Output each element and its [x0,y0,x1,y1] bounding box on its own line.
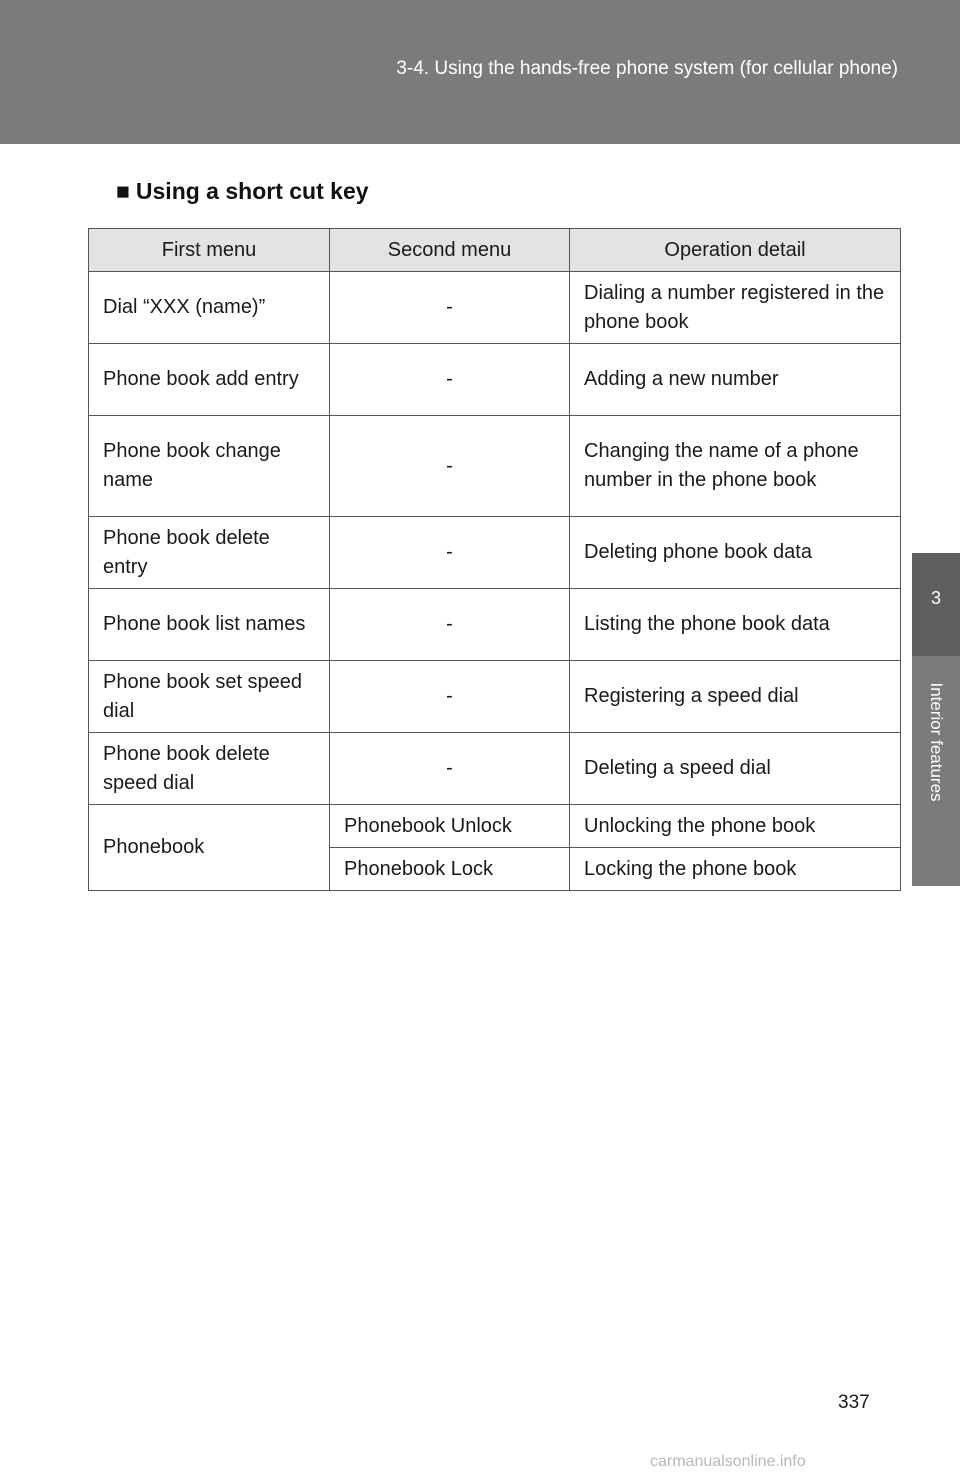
first-menu-cell: Dial “XXX (name)” [89,272,330,344]
second-menu-cell: - [330,589,570,661]
chapter-number: 3 [930,588,941,608]
first-menu-cell-phonebook: Phonebook [89,805,330,891]
operation-detail-cell: Locking the phone book [570,848,901,891]
table-row [89,733,901,805]
first-menu-cell: Phone book delete entry [89,517,330,589]
table-row [89,589,901,661]
table-row [89,517,901,589]
watermark: carmanualsonline.info [650,1453,806,1470]
shortcut-menu-table [88,228,901,891]
first-menu-cell: Phone book list names [89,589,330,661]
operation-detail-cell: Dialing a number registered in the phone book [570,272,901,344]
first-menu-cell: Phone book add entry [89,344,330,416]
table-row [89,344,901,416]
second-menu-cell: - [330,733,570,805]
table-header-row [89,229,901,272]
square-bullet-icon: ■ [116,178,130,204]
operation-detail-cell: Listing the phone book data [570,589,901,661]
table-row [89,805,901,848]
column-header-first-menu: First menu [89,229,330,272]
operation-detail-cell: Registering a speed dial [570,661,901,733]
operation-detail-cell: Changing the name of a phone number in the phone book [570,416,901,517]
first-menu-cell: Phone book change name [89,416,330,517]
section-heading-text: Using a short cut key [135,178,369,204]
column-header-second-menu: Second menu [330,229,570,272]
page-number: 337 [838,1392,870,1413]
table-row [89,661,901,733]
operation-detail-cell: Deleting phone book data [570,517,901,589]
operation-detail-cell: Deleting a speed dial [570,733,901,805]
first-menu-cell: Phone book set speed dial [89,661,330,733]
second-menu-cell: - [330,344,570,416]
second-menu-cell: - [330,661,570,733]
chapter-header-title: 3-4. Using the hands-free phone system (for cellular phone) [396,58,898,79]
second-menu-cell: - [330,416,570,517]
first-menu-cell: Phone book delete speed dial [89,733,330,805]
chapter-side-label: Interior features [927,682,946,802]
table-row [89,416,901,517]
second-menu-cell: - [330,517,570,589]
table-row [89,272,901,344]
operation-detail-cell: Unlocking the phone book [570,805,901,848]
column-header-operation-detail: Operation detail [570,229,901,272]
second-menu-cell: Phonebook Unlock [330,805,570,848]
second-menu-cell: Phonebook Lock [330,848,570,891]
section-heading [116,178,369,205]
second-menu-cell: - [330,272,570,344]
operation-detail-cell: Adding a new number [570,344,901,416]
